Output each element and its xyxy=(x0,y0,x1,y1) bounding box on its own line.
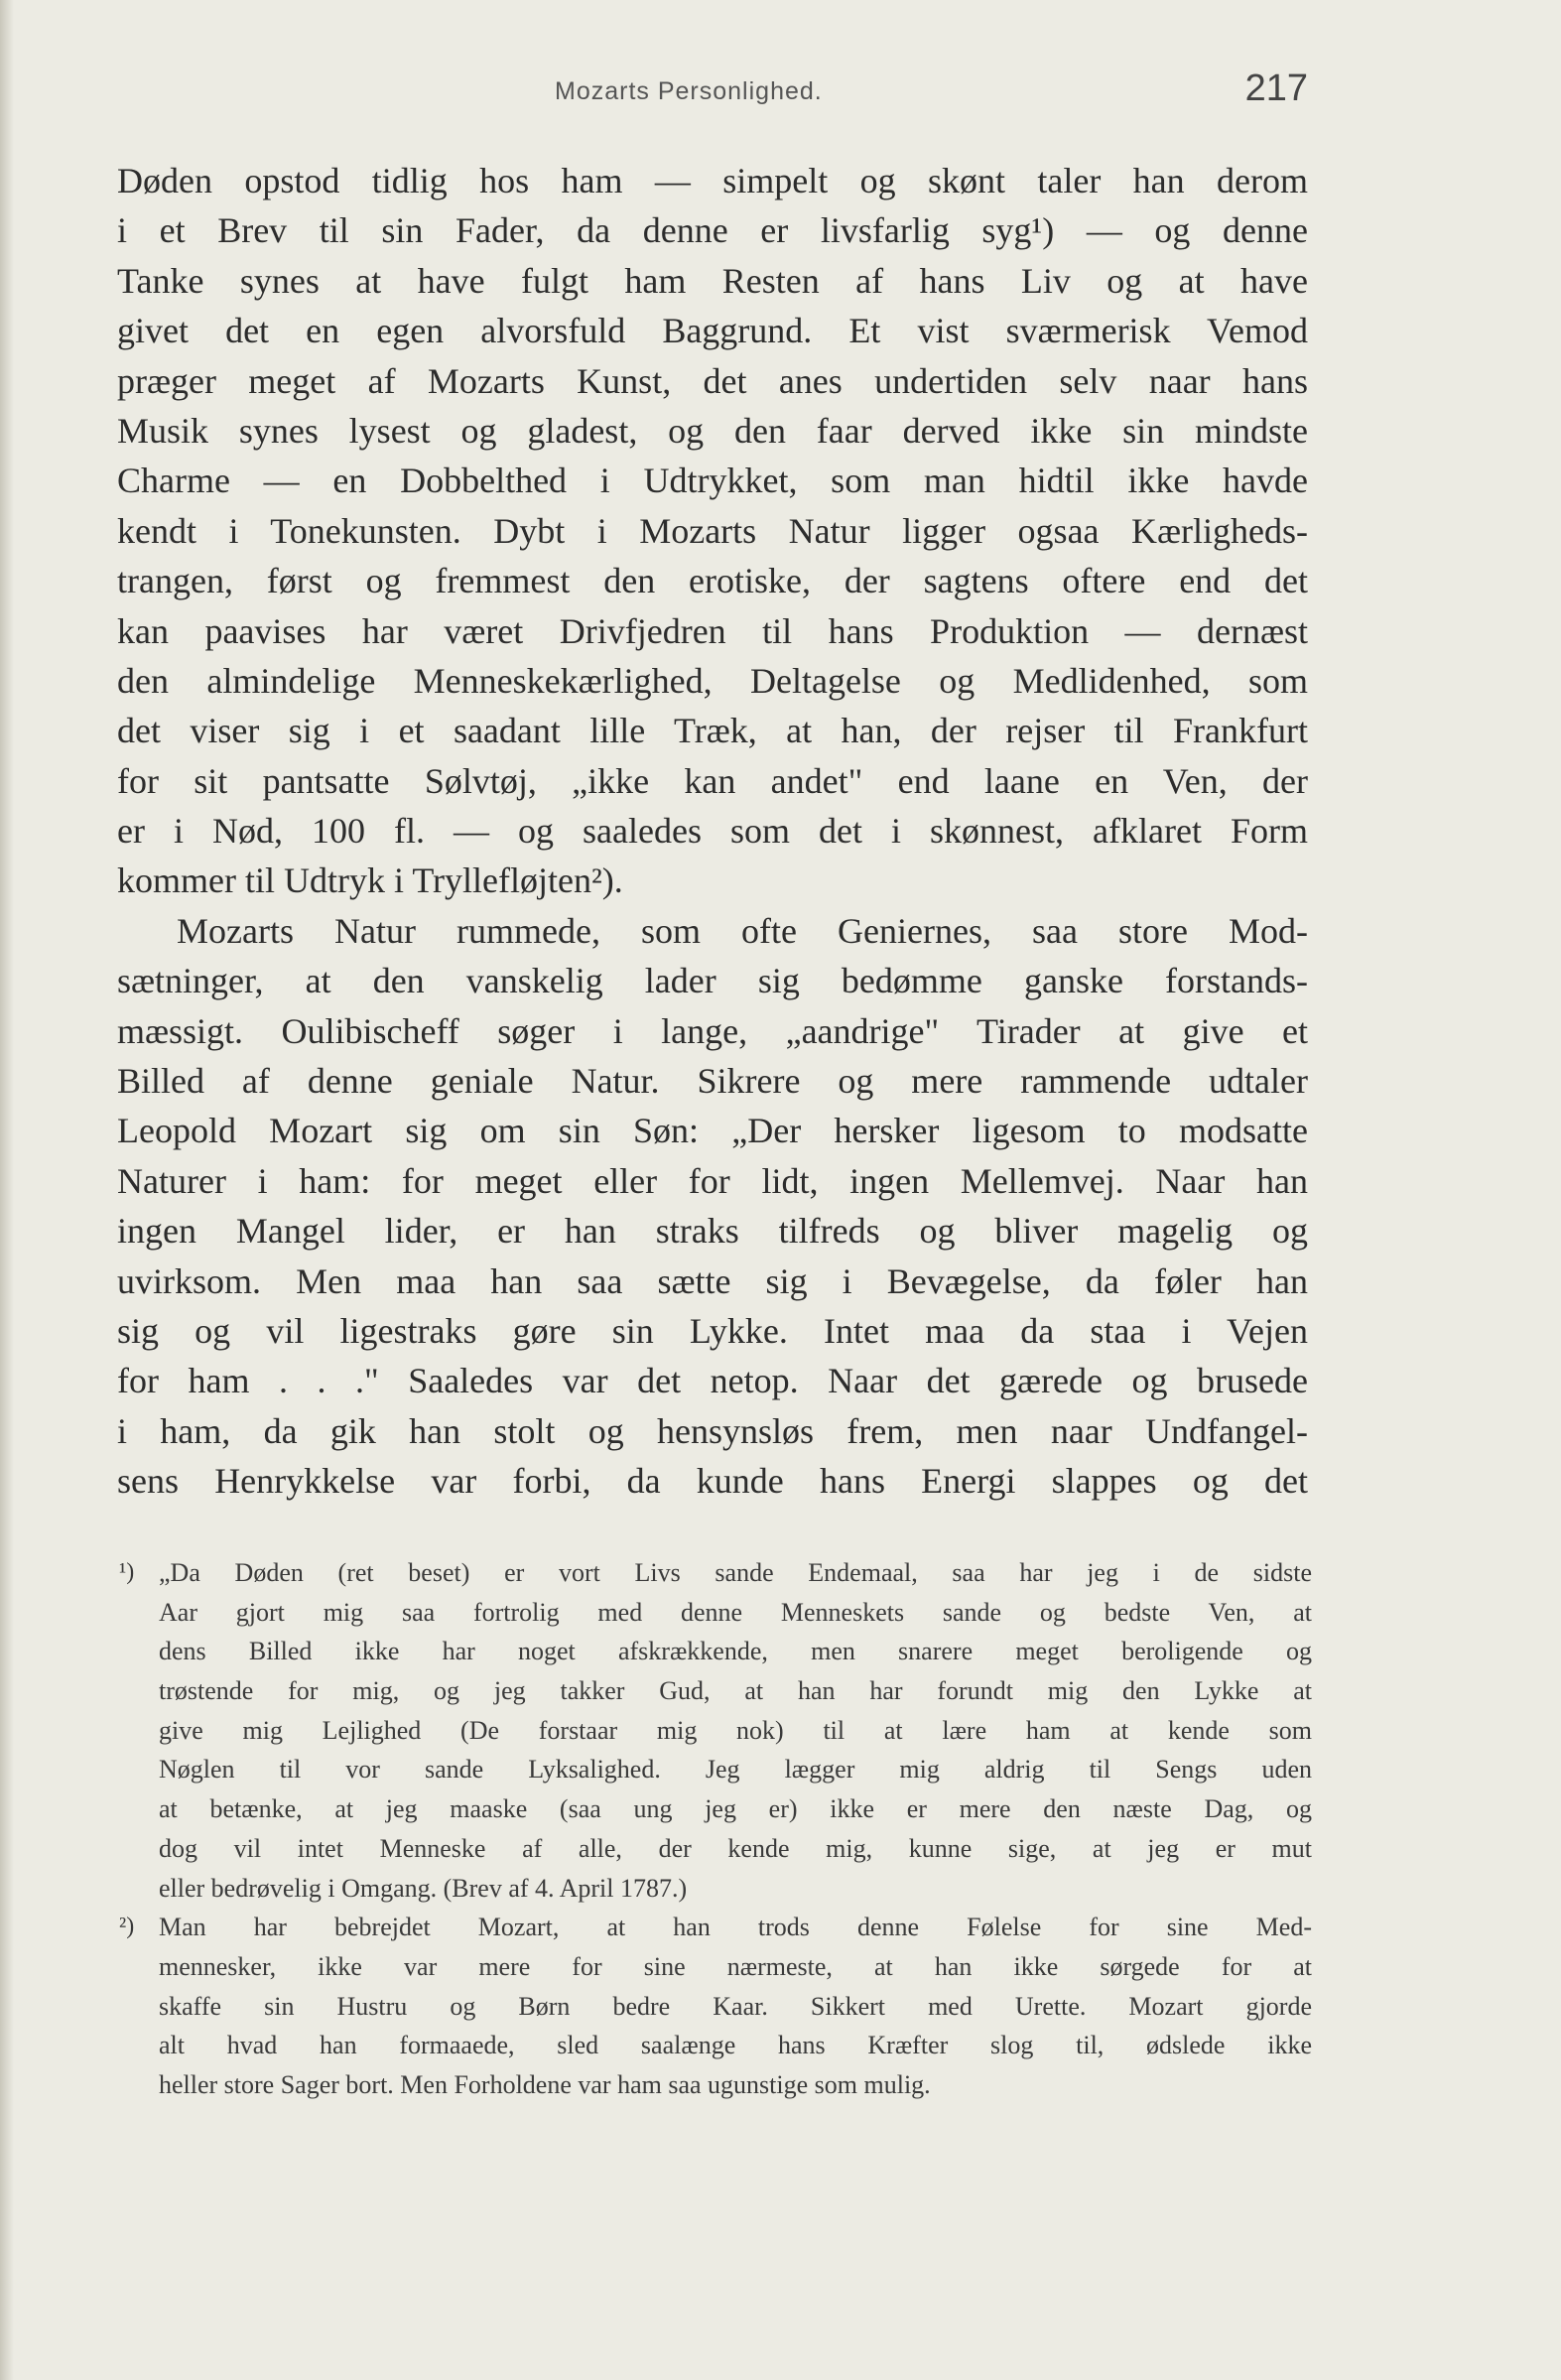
footnote-line: heller store Sager bort. Men Forholdene var ham saa ugunstige som mulig. xyxy=(159,2069,931,2099)
text-line: trangen, først og fremmest den erotiske, der sagtens oftere end det xyxy=(117,561,1308,601)
text-line: kendt i Tonekunsten. Dybt i Mozarts Natur ligger ogsaa Kærligheds- xyxy=(117,510,1308,551)
text-line: det viser sig i et saadant lille Træk, at han, der rejser til Frankfurt xyxy=(117,711,1308,751)
text-line: Musik synes lysest og gladest, og den faar derved ikke sin mindste xyxy=(117,410,1308,451)
footnote-line: alt hvad han formaaede, sled saalænge hans Kræfter slog til, ødslede ikke xyxy=(159,2031,1312,2060)
text-line: Mozarts Natur rummede, som ofte Geniernes, saa store Mod- xyxy=(177,910,1308,951)
footnote-line: skaffe sin Hustru og Børn bedre Kaar. Sikkert med Urette. Mozart gjorde xyxy=(159,1991,1312,2021)
text-line: sætninger, at den vanskelig lader sig bedømme ganske forstands- xyxy=(117,961,1308,1001)
text-line: Naturer i ham: for meget eller for lidt, ingen Mellemvej. Naar han xyxy=(117,1160,1308,1201)
footnote-line: „Da Døden (ret beset) er vort Livs sande Endemaal, saa har jeg i de sidste xyxy=(159,1558,1312,1587)
text-line: kommer til Udtryk i Tryllefløjten²). xyxy=(117,860,623,901)
running-title: Mozarts Personlighed. xyxy=(555,77,823,105)
text-line: er i Nød, 100 fl. — og saaledes som det i skønnest, afklaret Form xyxy=(117,811,1308,852)
footnote-line: Man har bebrejdet Mozart, at han trods denne Følelse for sine Med- xyxy=(159,1913,1312,1942)
footnote-line: trøstende for mig, og jeg takker Gud, at han har forundt mig den Lykke at xyxy=(159,1676,1312,1706)
text-line: uvirksom. Men maa han saa sætte sig i Bevægelse, da føler han xyxy=(117,1260,1308,1301)
footnote-1 xyxy=(119,1553,1312,1908)
footnote-2 xyxy=(119,1908,1312,2104)
main-text xyxy=(117,156,1308,1507)
footnote-line: mennesker, ikke var mere for sine nærmeste, at han ikke sørgede for at xyxy=(159,1951,1312,1981)
text-line: givet det en egen alvorsfuld Baggrund. Et vist sværmerisk Vemod xyxy=(117,311,1308,351)
footnote-line: eller bedrøvelig i Omgang. (Brev af 4. April 1787.) xyxy=(159,1873,688,1903)
footnote-marker: ²) xyxy=(119,1914,135,1940)
text-line: i et Brev til sin Fader, da denne er livsfarlig syg¹) — og denne xyxy=(117,210,1308,251)
binding-shadow xyxy=(0,0,14,2380)
text-line: for ham . . ." Saaledes var det netop. Naar det gærede og brusede xyxy=(117,1361,1308,1401)
text-line: mæssigt. Oulibischeff søger i lange, „aandrige" Tirader at give et xyxy=(117,1010,1308,1051)
text-line: Billed af denne geniale Natur. Sikrere og mere rammende udtaler xyxy=(117,1061,1308,1102)
text-line: Leopold Mozart sig om sin Søn: „Der hersker ligesom to modsatte xyxy=(117,1111,1308,1151)
footnotes xyxy=(119,1553,1312,2105)
text-line: Døden opstod tidlig hos ham — simpelt og skønt taler han derom xyxy=(117,161,1308,200)
footnote-marker: ¹) xyxy=(119,1559,135,1585)
text-line: Charme — en Dobbelthed i Udtrykket, som man hidtil ikke havde xyxy=(117,461,1308,501)
text-line: i ham, da gik han stolt og hensynsløs frem, men naar Undfangel- xyxy=(117,1410,1308,1451)
footnote-line: at betænke, at jeg maaske (saa ung jeg er) ikke er mere den næste Dag, og xyxy=(159,1794,1312,1824)
text-line: sig og vil ligestraks gøre sin Lykke. Intet maa da staa i Vejen xyxy=(117,1310,1308,1351)
text-line: den almindelige Menneskekærlighed, Deltagelse og Medlidenhed, som xyxy=(117,660,1308,701)
text-line: sens Henrykkelse var forbi, da kunde hans Energi slappes og det xyxy=(117,1461,1308,1502)
text-line: kan paavises har været Drivfjedren til hans Produktion — dernæst xyxy=(117,610,1308,651)
text-line: ingen Mangel lider, er han straks tilfreds og bliver magelig og xyxy=(117,1211,1308,1252)
footnote-line: Aar gjort mig saa fortrolig med denne Menneskets sande og bedste Ven, at xyxy=(159,1597,1312,1627)
footnote-line: give mig Lejlighed (De forstaar mig nok) til at lære ham at kende som xyxy=(159,1715,1312,1745)
footnote-line: dens Billed ikke har noget afskrækkende, men snarere meget beroligende og xyxy=(159,1637,1312,1666)
footnote-line: Nøglen til vor sande Lyksalighed. Jeg lægger mig aldrig til Sengs uden xyxy=(159,1755,1312,1785)
footnote-line: dog vil intet Menneske af alle, der kende mig, kunne sige, at jeg er mut xyxy=(159,1833,1312,1863)
text-line: Tanke synes at have fulgt ham Resten af hans Liv og at have xyxy=(117,260,1308,301)
running-header xyxy=(117,67,1308,117)
text-line: for sit pantsatte Sølvtøj, „ikke kan andet" end laane en Ven, der xyxy=(117,760,1308,801)
page-number: 217 xyxy=(1244,67,1308,109)
text-line: præger meget af Mozarts Kunst, det anes undertiden selv naar hans xyxy=(117,360,1308,401)
